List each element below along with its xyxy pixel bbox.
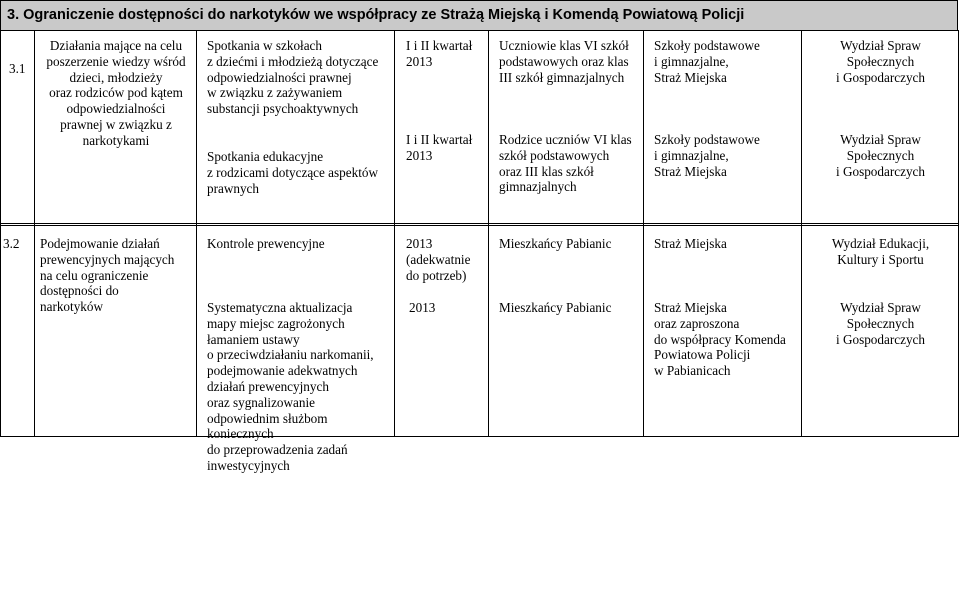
partners-text: Straż Miejska oraz zaproszona do współpracy Komenda Powiatowa Policji w Pabianicach bbox=[654, 300, 786, 379]
recipients-text: Mieszkańcy Pabianic bbox=[499, 300, 612, 315]
responsible-cell bbox=[802, 31, 959, 224]
recipients-text: Rodzice uczniów VI klas szkół podstawowych oraz III klas szkół gimnazjalnych bbox=[499, 132, 632, 195]
action-text: Podejmowanie działań prewencyjnych mających na celu ograniczenie dostępności do narkotyków bbox=[40, 236, 175, 315]
task-text: Kontrole prewencyjne bbox=[207, 236, 325, 251]
term-text: I i II kwartał 2013 bbox=[406, 38, 473, 69]
row-number-cell bbox=[1, 31, 35, 224]
row-number: 3.1 bbox=[9, 61, 26, 76]
recipients-cell bbox=[489, 31, 644, 224]
partners-cell bbox=[644, 31, 802, 224]
term-text: 2013 (adekwatnie do potrzeb) bbox=[406, 236, 471, 283]
tasks-cell bbox=[197, 31, 395, 224]
section-title: 3. Ograniczenie dostępności do narkotyków we współpracy ze Strażą Miejską i Komendą Powiatową Policji bbox=[7, 7, 745, 23]
term-cell bbox=[395, 31, 489, 224]
recipients-text: Mieszkańcy Pabianic bbox=[499, 236, 612, 251]
task-text: Systematyczna aktualizacja mapy miejsc zagrożonych łamaniem ustawy o przeciwdziałaniu narkomanii, podejmowanie adekwatnych działań prewencyjnych oraz sygnalizowanie odpowiednim służbom koniecznych do przeprowadzenia zadań inwestycyjnych bbox=[207, 300, 374, 473]
action-text: Działania mające na celu poszerzenie wiedzy wśród dzieci, młodzieży oraz rodziców pod kątem odpowiedzialności prawnej w związku z narkotykami bbox=[46, 38, 186, 148]
task-text: Spotkania edukacyjne z rodzicami dotyczące aspektów prawnych bbox=[207, 149, 378, 196]
action-cell bbox=[35, 31, 197, 224]
partners-text: Straż Miejska bbox=[654, 236, 727, 251]
program-table bbox=[0, 30, 959, 473]
task-text: Spotkania w szkołach z dziećmi i młodzieżą dotyczące odpowiedzialności prawnej w związku z zażywaniem substancji psychoaktywnych bbox=[207, 38, 379, 117]
partners-cell bbox=[644, 226, 802, 437]
table-row bbox=[1, 31, 959, 224]
responsible-text: Wydział Edukacji, Kultury i Sportu bbox=[831, 236, 930, 267]
recipients-cell bbox=[489, 226, 644, 437]
term-cell bbox=[395, 226, 489, 437]
action-cell bbox=[35, 226, 197, 437]
recipients-text: Uczniowie klas VI szkół podstawowych oraz klas III szkół gimnazjalnych bbox=[499, 38, 629, 85]
partners-text: Szkoły podstawowe i gimnazjalne, Straż Miejska bbox=[654, 132, 760, 179]
table-row bbox=[1, 226, 959, 437]
responsible-text: Wydział Spraw Społecznych i Gospodarczych bbox=[836, 38, 925, 85]
row-number-cell bbox=[1, 226, 35, 437]
term-text: I i II kwartał 2013 bbox=[406, 132, 473, 163]
responsible-text: Wydział Spraw Społecznych i Gospodarczych bbox=[836, 132, 925, 179]
row-number: 3.2 bbox=[3, 236, 20, 251]
term-text: 2013 bbox=[409, 300, 436, 315]
responsible-text: Wydział Spraw Społecznych i Gospodarczych bbox=[836, 300, 925, 347]
partners-text: Szkoły podstawowe i gimnazjalne, Straż Miejska bbox=[654, 38, 760, 85]
tasks-cell bbox=[197, 226, 395, 473]
section-header bbox=[0, 0, 958, 31]
responsible-cell bbox=[802, 226, 959, 437]
